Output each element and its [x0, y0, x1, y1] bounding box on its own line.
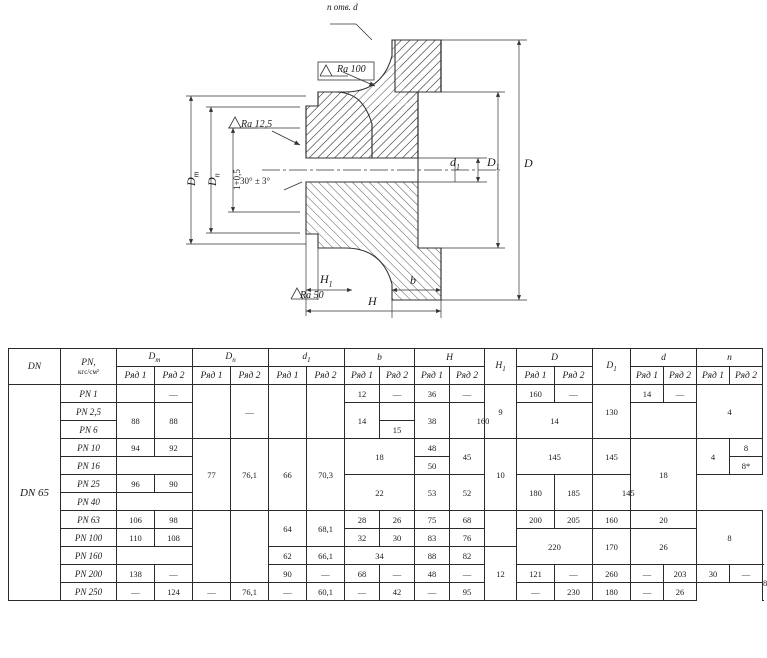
cell-dm1: 110 [117, 529, 155, 547]
label-H: H [368, 294, 377, 308]
header-n: n [697, 349, 763, 367]
cell-dn2 [231, 511, 269, 583]
subheader-row1: Ряд 1 [697, 367, 730, 385]
cell-b1: 48 [415, 565, 450, 583]
cell-h2: 45 [450, 439, 485, 475]
cell-dd2: 205 [555, 511, 593, 529]
technical-drawing [0, 0, 700, 340]
cell-pn: PN 200 [61, 565, 117, 583]
cell-dm [117, 457, 193, 475]
cell-dm [117, 493, 193, 511]
cell-dc2: — [631, 583, 664, 601]
cell-n: 8 [697, 511, 763, 565]
subheader-row2: Ряд 2 [730, 367, 763, 385]
cell-d11: 68 [345, 565, 380, 583]
cell-dd2: — [555, 385, 593, 403]
cell-h2: — [555, 565, 593, 583]
cell-pn: PN 100 [61, 529, 117, 547]
subheader-row1: Ряд 1 [631, 367, 664, 385]
cell-dc: 145 [593, 475, 664, 511]
cell-pn: PN 250 [61, 583, 117, 601]
cell-h1: 83 [415, 529, 450, 547]
header-H: H [415, 349, 485, 367]
subheader-row1: Ряд 1 [193, 367, 231, 385]
label-D1: $D_1$ [487, 155, 500, 172]
cell-dn2: 76,1 [231, 439, 269, 511]
cell-dc1: 160 [593, 511, 631, 529]
cell-pn: PN 1 [61, 385, 117, 403]
cell-b: 18 [345, 439, 415, 475]
cell-d11: 64 [269, 511, 307, 547]
table-row [9, 583, 763, 601]
cell-dn1: 90 [269, 565, 307, 583]
cell-b1: 12 [345, 385, 380, 403]
label-d1-small: $d_1$ [450, 155, 460, 172]
subheader-row1: Ряд 1 [517, 367, 555, 385]
subheader-row1: Ряд 1 [117, 367, 155, 385]
label-b: b [410, 273, 416, 287]
label-ra-12-5: Ra 12,5 [241, 119, 273, 130]
cell-h2: 82 [450, 547, 485, 565]
cell-d12: 68,1 [307, 511, 345, 547]
cell-dc1: 145 [593, 439, 631, 475]
cell-h2: 68 [450, 511, 485, 529]
subheader-row2: Ряд 2 [155, 367, 193, 385]
table-row [9, 529, 763, 547]
cell-b2: 26 [380, 511, 415, 529]
table-row [9, 385, 763, 403]
cell-b2: — [380, 385, 415, 403]
header-D1: $D_1$ [593, 349, 631, 385]
table-row: PN 200 138 — 90 — 68 — 48 — 121 — 260 — 203 30 — 8 [9, 565, 763, 583]
label-ra-100: Ra 100 [337, 64, 366, 75]
cell-n2: 8 [730, 439, 763, 457]
cell-dm2: 88 [155, 403, 193, 439]
subheader-row2: Ряд 2 [555, 367, 593, 385]
cell-h1: 88 [415, 547, 450, 565]
cell-dn2: — [231, 385, 269, 439]
cell-dd2: — [631, 565, 664, 583]
cell-dm1 [117, 385, 155, 403]
cell-dc1: 180 [593, 583, 631, 601]
cell-h1: 121 [517, 565, 555, 583]
cell-dc3: — [664, 385, 697, 403]
cell-dn: DN 65 [9, 385, 61, 601]
cell-pn: PN 40 [61, 493, 117, 511]
cell-h2: 38 [415, 403, 450, 439]
cell-d: 20 [631, 511, 697, 529]
cell-b2: 42 [380, 583, 415, 601]
cell-dc: 14 [517, 403, 593, 439]
header-b: b [345, 349, 415, 367]
cell-dc3: — [730, 565, 763, 583]
cell-pn: PN 16 [61, 457, 117, 475]
table-row [9, 439, 763, 457]
cell-h2: — [450, 385, 485, 403]
header-H1: $H_1$ [485, 349, 517, 385]
cell-h1: 75 [415, 511, 450, 529]
cell-hh1: 10 [485, 439, 517, 511]
cell-b: 34 [345, 547, 415, 565]
label-angle: 30° ± 3° [240, 176, 271, 186]
header-D: D [517, 349, 593, 367]
cell-dm1: 138 [117, 565, 155, 583]
cell-dm2: 90 [155, 475, 193, 493]
header-dn: DN [9, 349, 61, 385]
cell-dn2: 76,1 [231, 583, 269, 601]
cell-h2: 52 [450, 475, 485, 511]
header-pn: PN, кгс/см² [61, 349, 117, 385]
cell-pn: PN 160 [61, 547, 117, 565]
cell-d11: — [269, 583, 307, 601]
label-D: D [524, 156, 533, 170]
cell-b1: 15 [380, 421, 415, 439]
label-chamfer: 1+0,5 [232, 169, 242, 190]
cell-dm2: 92 [155, 439, 193, 457]
cell-b1: 32 [345, 529, 380, 547]
subheader-row2: Ряд 2 [664, 367, 697, 385]
cell-d12: 70,3 [307, 439, 345, 511]
cell-b1: — [345, 583, 380, 601]
cell-dc1: 203 [664, 565, 697, 583]
header-d: d [631, 349, 697, 367]
subheader-row2: Ряд 2 [380, 367, 415, 385]
cell-dd1: 260 [593, 565, 631, 583]
subheader-row1: Ряд 1 [415, 367, 450, 385]
cell-pn: PN 25 [61, 475, 117, 493]
cell-hh1 [485, 511, 517, 547]
cell-pn: PN 2,5 [61, 403, 117, 421]
cell-dc3: 26 [664, 583, 697, 601]
cell-hh1: 12 [485, 547, 517, 601]
cell-dm1: 96 [117, 475, 155, 493]
cell-n: 4 [697, 385, 763, 439]
cell-dd1: 180 [517, 475, 555, 511]
cell-dd: 220 [517, 529, 593, 565]
cell-d: 26 [631, 529, 697, 565]
cell-h1: 53 [415, 475, 450, 511]
cell-dm2: — [155, 565, 193, 583]
cell-h1 [380, 403, 415, 421]
cell-d11 [269, 385, 307, 439]
label-dm: $D_m$ [184, 171, 201, 186]
cell-dm2: 108 [155, 529, 193, 547]
cell-dn1 [193, 511, 231, 583]
cell-dm [117, 547, 193, 565]
table-body [9, 385, 767, 601]
cell-h2: 76 [450, 529, 485, 547]
cell-dm2: 98 [155, 511, 193, 529]
cell-dc1: 170 [593, 529, 631, 565]
cell-b2: — [450, 565, 485, 583]
cell-d11: 66 [269, 439, 307, 511]
cell-dn2: — [307, 565, 345, 583]
dimensions-table [8, 348, 767, 601]
cell-pn: PN 63 [61, 511, 117, 529]
cell-n1: 4 [697, 439, 730, 475]
drawing-svg [0, 0, 700, 340]
cell-dm1: — [117, 583, 155, 601]
cell-dm2: 124 [155, 583, 193, 601]
subheader-row2: Ряд 2 [307, 367, 345, 385]
cell-h1: — [415, 583, 450, 601]
cell-pn: PN 6 [61, 421, 117, 439]
cell-dd2: 230 [555, 583, 593, 601]
cell-d: 18 [631, 439, 697, 511]
cell-dn1: — [193, 583, 231, 601]
cell-dm1: 94 [117, 439, 155, 457]
table-row [9, 403, 763, 421]
subheader-row1: Ряд 1 [345, 367, 380, 385]
subheader-row1: Ряд 1 [269, 367, 307, 385]
header-dm: $D_m$ [117, 349, 193, 367]
cell-dm1: 106 [117, 511, 155, 529]
cell-h1: 48 [415, 439, 450, 457]
cell-pn: PN 10 [61, 439, 117, 457]
table-row [9, 511, 763, 529]
cell-h2: 95 [450, 583, 485, 601]
header-d1: $d_1$ [269, 349, 345, 367]
label-H1: $H_1$ [320, 272, 333, 289]
cell-d12: 66,1 [307, 547, 345, 565]
cell-b2: 14 [345, 403, 380, 439]
cell-dm1: 88 [117, 403, 155, 439]
cell-h1: 36 [415, 385, 450, 403]
cell-b1: 28 [345, 511, 380, 529]
cell-b2: 30 [380, 529, 415, 547]
label-dn: $D_n$ [205, 173, 222, 186]
cell-dm2: — [155, 385, 193, 403]
cell-dc1: 130 [593, 385, 631, 439]
cell-dd: 160 [450, 403, 517, 439]
cell-d12: — [380, 565, 415, 583]
cell-dc2: 14 [631, 385, 664, 403]
cell-b: 22 [345, 475, 415, 511]
cell-dd1: — [517, 583, 555, 601]
cell-dd2: 185 [555, 475, 593, 511]
table-row [9, 475, 763, 493]
header-dn-col: $D_n$ [193, 349, 269, 367]
label-ra-50: Ra 50 [300, 290, 324, 301]
cell-n2: 8* [730, 457, 763, 475]
subheader-row2: Ряд 2 [231, 367, 269, 385]
cell-dd1: 200 [517, 511, 555, 529]
subheader-row2: Ряд 2 [450, 367, 485, 385]
cell-d12 [307, 385, 345, 439]
cell-dd: 145 [517, 439, 593, 475]
cell-dn1 [193, 385, 231, 439]
cell-dd1: 160 [517, 385, 555, 403]
cell-d12: 60,1 [307, 583, 345, 601]
cell-h1: 50 [415, 457, 450, 475]
dimensions-table-wrapper [8, 348, 767, 601]
label-n-holes: n отв. d [327, 2, 358, 12]
cell-dn1: 77 [193, 439, 231, 511]
cell-dc2: 30 [697, 565, 730, 583]
cell-d11: 62 [269, 547, 307, 565]
cell-hh1: 9 [485, 385, 517, 439]
